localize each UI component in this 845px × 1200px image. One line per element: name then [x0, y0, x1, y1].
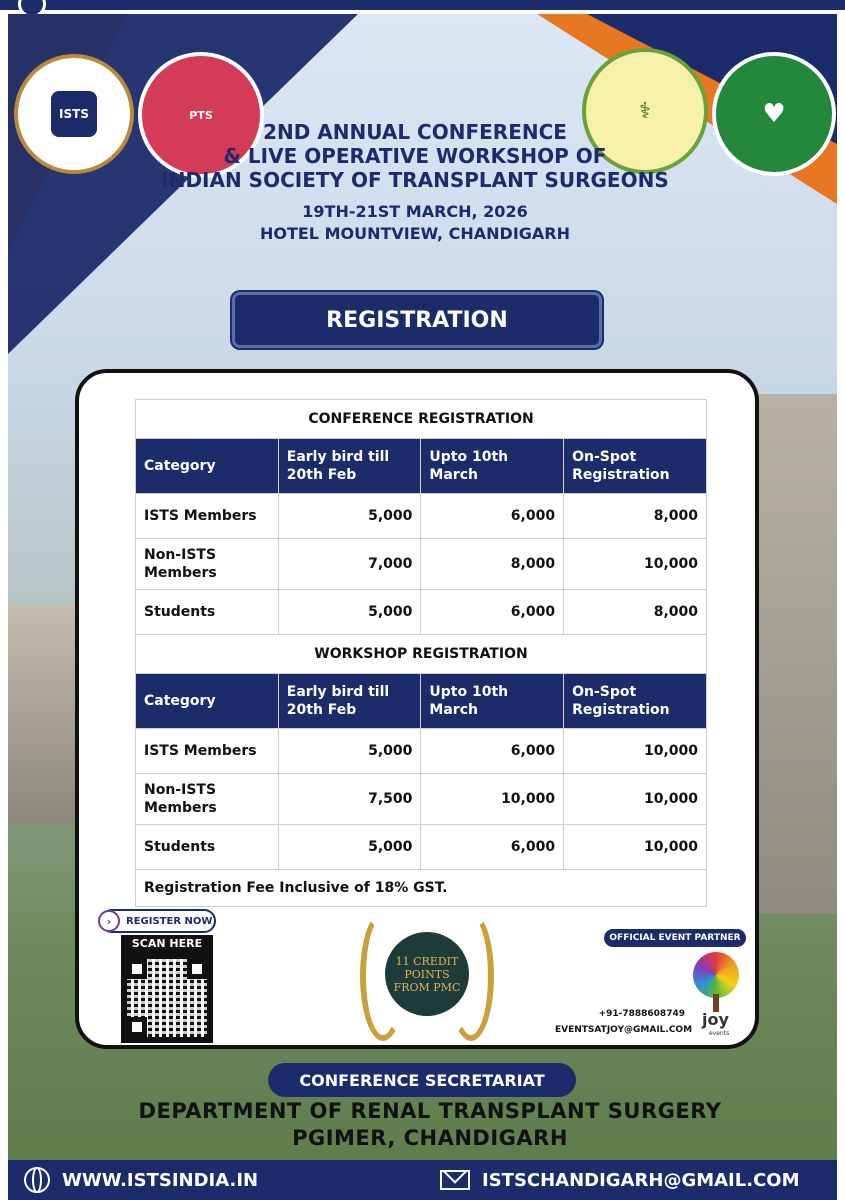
mail-icon — [440, 1170, 470, 1190]
email-link[interactable]: ISTSCHANDIGARH@GMAIL.COM — [482, 1169, 800, 1191]
fee-table — [135, 399, 707, 907]
secretariat-department: DEPARTMENT OF RENAL TRANSPLANT SURGERY — [138, 1099, 722, 1123]
globe-icon — [24, 1167, 50, 1193]
partner-email[interactable]: EVENTSATJOY@GMAIL.COM — [555, 1025, 693, 1035]
fee-early: 5,000 — [278, 494, 421, 539]
fee-spot: 10,000 — [564, 774, 707, 825]
row-category: Non-ISTS Members — [136, 774, 279, 825]
row-category: ISTS Members — [136, 729, 279, 774]
joy-brand-name: joy — [702, 1010, 729, 1029]
fee-early: 5,000 — [278, 825, 421, 870]
fee-upto: 6,000 — [421, 494, 564, 539]
title-line-2: & LIVE OPERATIVE WORKSHOP OF — [223, 144, 607, 168]
fee-upto: 8,000 — [421, 539, 564, 590]
row-category: ISTS Members — [136, 494, 279, 539]
pts-logo-text: PTS — [189, 108, 213, 122]
row-category: Students — [136, 825, 279, 870]
fee-early: 7,000 — [278, 539, 421, 590]
joy-brand-sub: events — [709, 1030, 730, 1037]
fee-upto: 6,000 — [421, 590, 564, 635]
joy-events-tree-logo-icon — [693, 952, 739, 998]
column-header-on-spot: On-Spot Registration — [564, 439, 707, 494]
website-link[interactable]: WWW.ISTSINDIA.IN — [62, 1169, 259, 1191]
ists-logo — [14, 54, 134, 174]
qr-corner-marker — [127, 1017, 147, 1037]
footer-email[interactable] — [440, 1160, 800, 1200]
column-header-on-spot: On-Spot Registration — [564, 674, 707, 729]
fee-spot: 10,000 — [564, 539, 707, 590]
official-event-partner-label: OFFICIAL EVENT PARTNER — [604, 929, 746, 947]
table-row — [136, 729, 707, 774]
table-row — [136, 590, 707, 635]
footer-bar — [8, 1160, 837, 1200]
fee-spot: 8,000 — [564, 494, 707, 539]
qr-code[interactable] — [121, 953, 213, 1043]
credit-points-badge — [352, 907, 502, 1057]
fee-early: 5,000 — [278, 590, 421, 635]
scan-here-label: SCAN HERE — [121, 935, 213, 953]
fee-upto: 6,000 — [421, 729, 564, 774]
title-line-1: 2ND ANNUAL CONFERENCE — [263, 120, 567, 144]
secretariat-place: PGIMER, CHANDIGARH — [292, 1126, 568, 1150]
table-header-row — [136, 674, 707, 729]
pgimer-logo: ⚕ — [582, 48, 708, 174]
table-row — [136, 539, 707, 590]
fee-upto: 10,000 — [421, 774, 564, 825]
workshop-registration-title: WORKSHOP REGISTRATION — [136, 635, 707, 674]
conference-registration-title: CONFERENCE REGISTRATION — [136, 400, 707, 439]
title-line-3: INDIAN SOCIETY OF TRANSPLANT SURGEONS — [161, 168, 669, 192]
fee-upto: 6,000 — [421, 825, 564, 870]
register-now-label: REGISTER NOW — [126, 915, 213, 927]
table-row — [136, 774, 707, 825]
register-now-button[interactable] — [100, 909, 216, 933]
partner-phone[interactable]: +91-7888608749 — [598, 1009, 685, 1019]
chevron-right-icon: › — [98, 910, 120, 932]
conference-date: 19TH-21ST MARCH, 2026 — [302, 202, 528, 221]
gst-note: Registration Fee Inclusive of 18% GST. — [136, 870, 707, 907]
fee-spot: 10,000 — [564, 729, 707, 774]
table-row — [136, 494, 707, 539]
credit-points-text: 11 CREDIT POINTS FROM PMC — [385, 932, 469, 1016]
conference-venue: HOTEL MOUNTVIEW, CHANDIGARH — [259, 224, 571, 243]
organ-transplant-trust-logo: ♥ — [712, 52, 836, 176]
fee-spot: 10,000 — [564, 825, 707, 870]
column-header-early-bird: Early bird till 20th Feb — [278, 674, 421, 729]
background-building — [757, 394, 837, 914]
fee-early: 7,500 — [278, 774, 421, 825]
column-header-category: Category — [136, 674, 279, 729]
fee-early: 5,000 — [278, 729, 421, 774]
registration-banner: REGISTRATION — [232, 292, 602, 348]
qr-corner-marker — [127, 959, 147, 979]
column-header-category: Category — [136, 439, 279, 494]
column-header-early-bird: Early bird till 20th Feb — [278, 439, 421, 494]
secretariat-label: CONFERENCE SECRETARIAT — [268, 1063, 576, 1097]
qr-corner-marker — [187, 959, 207, 979]
row-category: Non-ISTS Members — [136, 539, 279, 590]
row-category: Students — [136, 590, 279, 635]
table-row — [136, 825, 707, 870]
top-bar — [0, 0, 845, 10]
table-header-row — [136, 439, 707, 494]
conference-title — [130, 120, 700, 192]
column-header-upto-10th-march: Upto 10th March — [421, 674, 564, 729]
ists-logo-text: ISTS — [51, 91, 97, 137]
column-header-upto-10th-march: Upto 10th March — [421, 439, 564, 494]
background-building-left — [8, 604, 80, 824]
footer-website[interactable] — [24, 1160, 258, 1200]
fee-spot: 8,000 — [564, 590, 707, 635]
